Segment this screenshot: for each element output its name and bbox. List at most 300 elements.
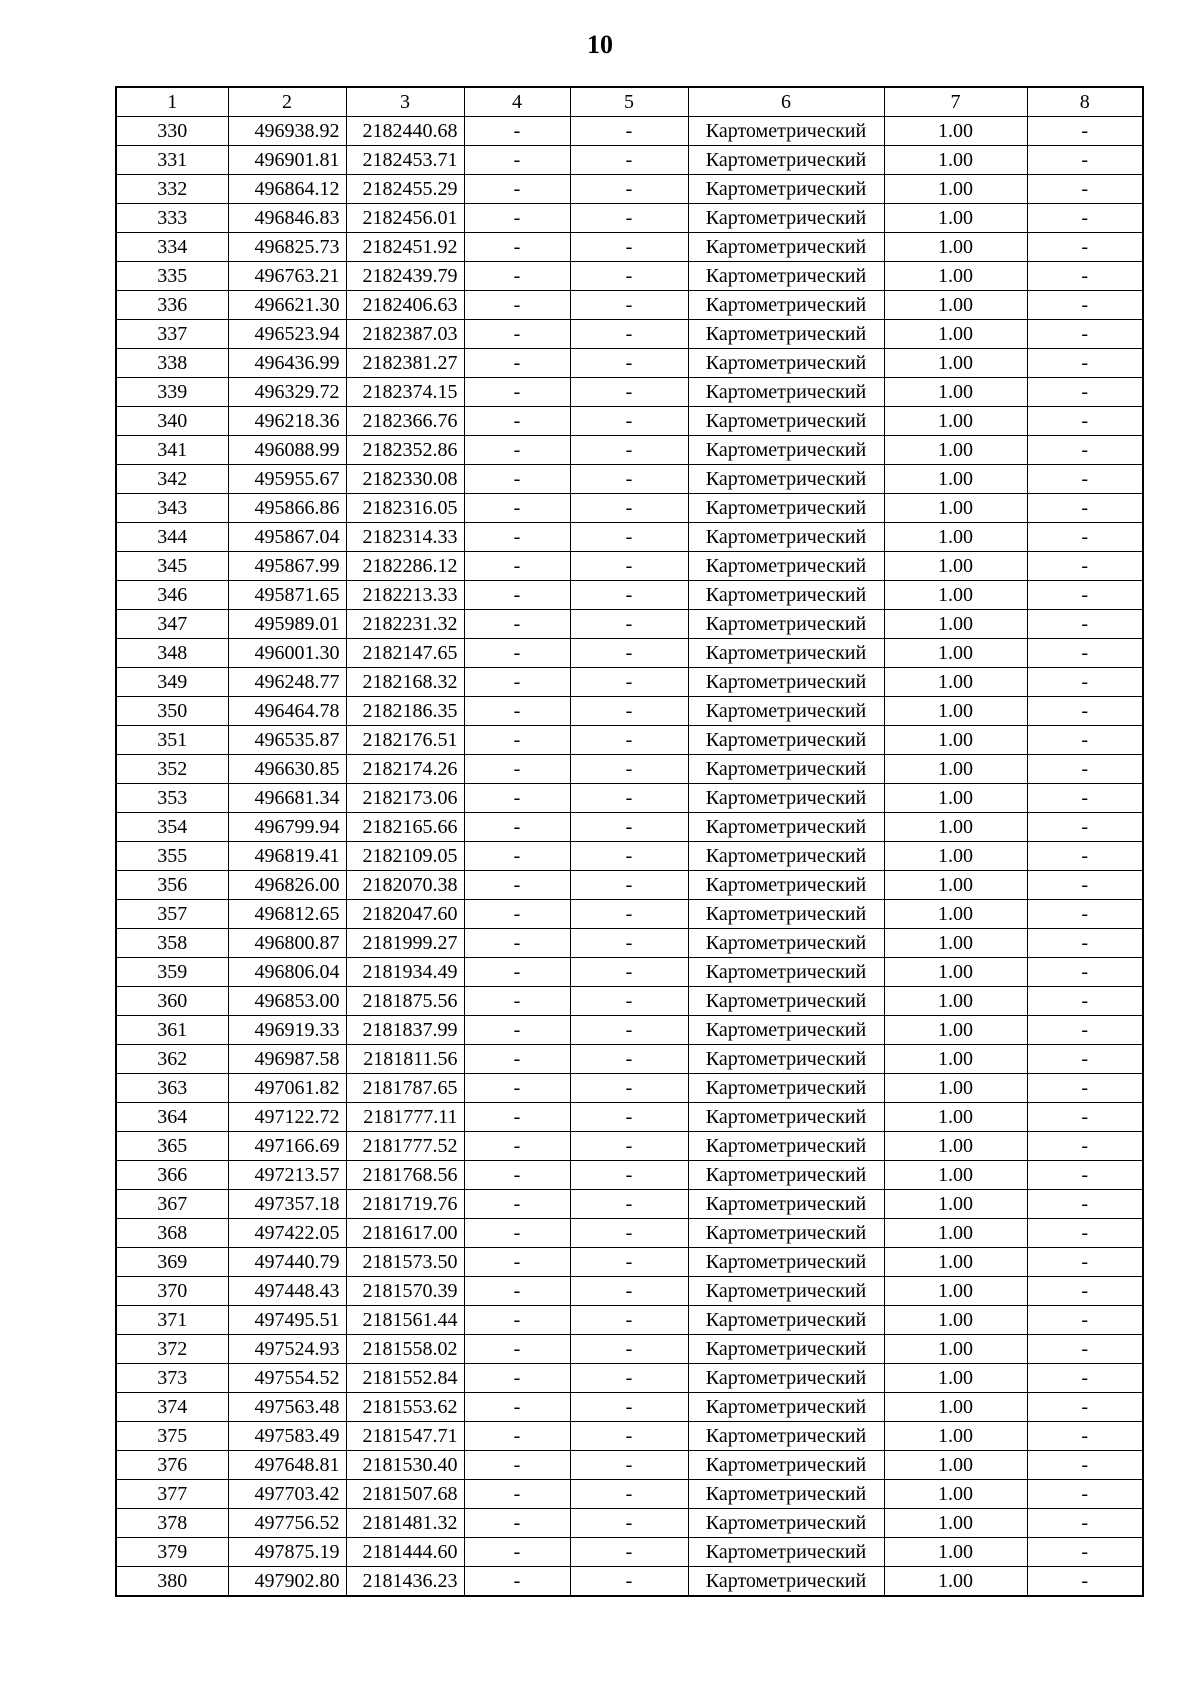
column-5-cell: -: [570, 465, 688, 494]
point-number-cell: 378: [116, 1509, 228, 1538]
x-coordinate-cell: 496901.81: [228, 146, 346, 175]
column-4-cell: -: [464, 1335, 570, 1364]
column-8-cell: -: [1027, 813, 1143, 842]
x-coordinate-cell: 496825.73: [228, 233, 346, 262]
point-number-cell: 361: [116, 1016, 228, 1045]
column-4-cell: -: [464, 726, 570, 755]
x-coordinate-cell: 496846.83: [228, 204, 346, 233]
point-number-cell: 355: [116, 842, 228, 871]
column-5-cell: -: [570, 755, 688, 784]
point-number-cell: 348: [116, 639, 228, 668]
point-number-cell: 338: [116, 349, 228, 378]
column-5-cell: -: [570, 987, 688, 1016]
point-number-cell: 331: [116, 146, 228, 175]
point-number-cell: 335: [116, 262, 228, 291]
table-row: [116, 1277, 1143, 1306]
x-coordinate-cell: 497648.81: [228, 1451, 346, 1480]
accuracy-cell: 1.00: [884, 581, 1027, 610]
accuracy-cell: 1.00: [884, 1567, 1027, 1597]
column-5-cell: -: [570, 291, 688, 320]
method-cell: Картометрический: [688, 523, 884, 552]
column-header: 4: [464, 87, 570, 117]
column-header: 3: [346, 87, 464, 117]
column-5-cell: -: [570, 436, 688, 465]
table-row: [116, 1103, 1143, 1132]
column-5-cell: -: [570, 1016, 688, 1045]
method-cell: Картометрический: [688, 1335, 884, 1364]
y-coordinate-cell: 2181481.32: [346, 1509, 464, 1538]
column-5-cell: -: [570, 1393, 688, 1422]
point-number-cell: 336: [116, 291, 228, 320]
column-header: 7: [884, 87, 1027, 117]
x-coordinate-cell: 496523.94: [228, 320, 346, 349]
column-8-cell: -: [1027, 494, 1143, 523]
x-coordinate-cell: 497122.72: [228, 1103, 346, 1132]
point-number-cell: 369: [116, 1248, 228, 1277]
column-5-cell: -: [570, 1335, 688, 1364]
y-coordinate-cell: 2182439.79: [346, 262, 464, 291]
method-cell: Картометрический: [688, 349, 884, 378]
column-4-cell: -: [464, 813, 570, 842]
accuracy-cell: 1.00: [884, 900, 1027, 929]
point-number-cell: 345: [116, 552, 228, 581]
y-coordinate-cell: 2181530.40: [346, 1451, 464, 1480]
x-coordinate-cell: 496464.78: [228, 697, 346, 726]
column-4-cell: -: [464, 929, 570, 958]
method-cell: Картометрический: [688, 494, 884, 523]
accuracy-cell: 1.00: [884, 1248, 1027, 1277]
table-body: [116, 117, 1143, 1597]
column-4-cell: -: [464, 697, 570, 726]
column-4-cell: -: [464, 987, 570, 1016]
column-8-cell: -: [1027, 146, 1143, 175]
y-coordinate-cell: 2182406.63: [346, 291, 464, 320]
column-8-cell: -: [1027, 1248, 1143, 1277]
accuracy-cell: 1.00: [884, 262, 1027, 291]
column-5-cell: -: [570, 1306, 688, 1335]
x-coordinate-cell: 497166.69: [228, 1132, 346, 1161]
method-cell: Картометрический: [688, 1538, 884, 1567]
column-4-cell: -: [464, 1451, 570, 1480]
x-coordinate-cell: 495867.04: [228, 523, 346, 552]
column-8-cell: -: [1027, 1074, 1143, 1103]
point-number-cell: 370: [116, 1277, 228, 1306]
table-row: [116, 726, 1143, 755]
x-coordinate-cell: 495871.65: [228, 581, 346, 610]
x-coordinate-cell: 496621.30: [228, 291, 346, 320]
method-cell: Картометрический: [688, 1045, 884, 1074]
x-coordinate-cell: 496218.36: [228, 407, 346, 436]
table-header-row: [116, 87, 1143, 117]
table-row: [116, 755, 1143, 784]
column-4-cell: -: [464, 1016, 570, 1045]
point-number-cell: 339: [116, 378, 228, 407]
y-coordinate-cell: 2182174.26: [346, 755, 464, 784]
y-coordinate-cell: 2182286.12: [346, 552, 464, 581]
point-number-cell: 350: [116, 697, 228, 726]
x-coordinate-cell: 496329.72: [228, 378, 346, 407]
method-cell: Картометрический: [688, 436, 884, 465]
page-number: 10: [587, 30, 613, 59]
y-coordinate-cell: 2181617.00: [346, 1219, 464, 1248]
column-4-cell: -: [464, 784, 570, 813]
y-coordinate-cell: 2181837.99: [346, 1016, 464, 1045]
column-4-cell: -: [464, 1277, 570, 1306]
x-coordinate-cell: 496819.41: [228, 842, 346, 871]
point-number-cell: 352: [116, 755, 228, 784]
method-cell: Картометрический: [688, 1306, 884, 1335]
table-row: [116, 146, 1143, 175]
method-cell: Картометрический: [688, 639, 884, 668]
accuracy-cell: 1.00: [884, 755, 1027, 784]
column-4-cell: -: [464, 349, 570, 378]
table-row: [116, 552, 1143, 581]
column-5-cell: -: [570, 1190, 688, 1219]
method-cell: Картометрический: [688, 465, 884, 494]
accuracy-cell: 1.00: [884, 233, 1027, 262]
accuracy-cell: 1.00: [884, 320, 1027, 349]
y-coordinate-cell: 2182165.66: [346, 813, 464, 842]
column-8-cell: -: [1027, 1016, 1143, 1045]
column-5-cell: -: [570, 1219, 688, 1248]
method-cell: Картометрический: [688, 1393, 884, 1422]
column-4-cell: -: [464, 1567, 570, 1597]
column-8-cell: -: [1027, 726, 1143, 755]
column-header: 1: [116, 87, 228, 117]
column-4-cell: -: [464, 233, 570, 262]
table-row: [116, 697, 1143, 726]
accuracy-cell: 1.00: [884, 1480, 1027, 1509]
y-coordinate-cell: 2182451.92: [346, 233, 464, 262]
column-header: 2: [228, 87, 346, 117]
column-5-cell: -: [570, 668, 688, 697]
table-row: [116, 842, 1143, 871]
column-5-cell: -: [570, 726, 688, 755]
method-cell: Картометрический: [688, 755, 884, 784]
column-5-cell: -: [570, 1161, 688, 1190]
accuracy-cell: 1.00: [884, 929, 1027, 958]
column-8-cell: -: [1027, 987, 1143, 1016]
method-cell: Картометрический: [688, 1364, 884, 1393]
method-cell: Картометрический: [688, 320, 884, 349]
method-cell: Картометрический: [688, 1451, 884, 1480]
column-8-cell: -: [1027, 639, 1143, 668]
x-coordinate-cell: 496799.94: [228, 813, 346, 842]
x-coordinate-cell: 496001.30: [228, 639, 346, 668]
accuracy-cell: 1.00: [884, 523, 1027, 552]
column-5-cell: -: [570, 175, 688, 204]
point-number-cell: 359: [116, 958, 228, 987]
y-coordinate-cell: 2182387.03: [346, 320, 464, 349]
table-row: [116, 1364, 1143, 1393]
y-coordinate-cell: 2182186.35: [346, 697, 464, 726]
y-coordinate-cell: 2181768.56: [346, 1161, 464, 1190]
table-row: [116, 610, 1143, 639]
y-coordinate-cell: 2182366.76: [346, 407, 464, 436]
table-row: [116, 581, 1143, 610]
x-coordinate-cell: 497875.19: [228, 1538, 346, 1567]
y-coordinate-cell: 2182456.01: [346, 204, 464, 233]
method-cell: Картометрический: [688, 813, 884, 842]
method-cell: Картометрический: [688, 175, 884, 204]
column-5-cell: -: [570, 204, 688, 233]
y-coordinate-cell: 2182213.33: [346, 581, 464, 610]
accuracy-cell: 1.00: [884, 1422, 1027, 1451]
table-row: [116, 871, 1143, 900]
x-coordinate-cell: 496630.85: [228, 755, 346, 784]
column-8-cell: -: [1027, 1277, 1143, 1306]
point-number-cell: 332: [116, 175, 228, 204]
column-4-cell: -: [464, 1364, 570, 1393]
accuracy-cell: 1.00: [884, 1364, 1027, 1393]
column-8-cell: -: [1027, 407, 1143, 436]
method-cell: Картометрический: [688, 1074, 884, 1103]
point-number-cell: 362: [116, 1045, 228, 1074]
y-coordinate-cell: 2182109.05: [346, 842, 464, 871]
coordinates-table: [115, 86, 1144, 1597]
x-coordinate-cell: 496853.00: [228, 987, 346, 1016]
x-coordinate-cell: 495866.86: [228, 494, 346, 523]
method-cell: Картометрический: [688, 871, 884, 900]
table-row: [116, 929, 1143, 958]
accuracy-cell: 1.00: [884, 175, 1027, 204]
y-coordinate-cell: 2182231.32: [346, 610, 464, 639]
accuracy-cell: 1.00: [884, 204, 1027, 233]
x-coordinate-cell: 496436.99: [228, 349, 346, 378]
accuracy-cell: 1.00: [884, 465, 1027, 494]
column-8-cell: -: [1027, 1422, 1143, 1451]
column-4-cell: -: [464, 1509, 570, 1538]
x-coordinate-cell: 497422.05: [228, 1219, 346, 1248]
table-row: [116, 1219, 1143, 1248]
column-5-cell: -: [570, 1538, 688, 1567]
column-8-cell: -: [1027, 320, 1143, 349]
column-5-cell: -: [570, 697, 688, 726]
column-8-cell: -: [1027, 1045, 1143, 1074]
column-4-cell: -: [464, 1132, 570, 1161]
y-coordinate-cell: 2181444.60: [346, 1538, 464, 1567]
accuracy-cell: 1.00: [884, 1045, 1027, 1074]
column-8-cell: -: [1027, 552, 1143, 581]
point-number-cell: 356: [116, 871, 228, 900]
point-number-cell: 377: [116, 1480, 228, 1509]
y-coordinate-cell: 2182330.08: [346, 465, 464, 494]
column-5-cell: -: [570, 1277, 688, 1306]
column-4-cell: -: [464, 1393, 570, 1422]
column-8-cell: -: [1027, 1364, 1143, 1393]
x-coordinate-cell: 496248.77: [228, 668, 346, 697]
x-coordinate-cell: 497495.51: [228, 1306, 346, 1335]
column-8-cell: -: [1027, 465, 1143, 494]
accuracy-cell: 1.00: [884, 1509, 1027, 1538]
x-coordinate-cell: 496535.87: [228, 726, 346, 755]
accuracy-cell: 1.00: [884, 436, 1027, 465]
y-coordinate-cell: 2182453.71: [346, 146, 464, 175]
accuracy-cell: 1.00: [884, 146, 1027, 175]
column-4-cell: -: [464, 523, 570, 552]
table-row: [116, 1538, 1143, 1567]
column-8-cell: -: [1027, 1306, 1143, 1335]
column-5-cell: -: [570, 262, 688, 291]
point-number-cell: 334: [116, 233, 228, 262]
column-4-cell: -: [464, 436, 570, 465]
table-row: [116, 1248, 1143, 1277]
column-5-cell: -: [570, 929, 688, 958]
column-8-cell: -: [1027, 233, 1143, 262]
y-coordinate-cell: 2182314.33: [346, 523, 464, 552]
column-header: 6: [688, 87, 884, 117]
method-cell: Картометрический: [688, 1480, 884, 1509]
method-cell: Картометрический: [688, 1509, 884, 1538]
column-8-cell: -: [1027, 117, 1143, 146]
x-coordinate-cell: 497213.57: [228, 1161, 346, 1190]
column-4-cell: -: [464, 1248, 570, 1277]
column-8-cell: -: [1027, 958, 1143, 987]
column-8-cell: -: [1027, 1393, 1143, 1422]
column-5-cell: -: [570, 639, 688, 668]
column-8-cell: -: [1027, 1161, 1143, 1190]
point-number-cell: 372: [116, 1335, 228, 1364]
method-cell: Картометрический: [688, 552, 884, 581]
column-5-cell: -: [570, 1422, 688, 1451]
point-number-cell: 349: [116, 668, 228, 697]
x-coordinate-cell: 496763.21: [228, 262, 346, 291]
y-coordinate-cell: 2181573.50: [346, 1248, 464, 1277]
table-row: [116, 1190, 1143, 1219]
table-row: [116, 813, 1143, 842]
point-number-cell: 363: [116, 1074, 228, 1103]
point-number-cell: 346: [116, 581, 228, 610]
column-5-cell: -: [570, 494, 688, 523]
method-cell: Картометрический: [688, 378, 884, 407]
column-8-cell: -: [1027, 697, 1143, 726]
table-row: [116, 436, 1143, 465]
method-cell: Картометрический: [688, 1248, 884, 1277]
accuracy-cell: 1.00: [884, 871, 1027, 900]
column-5-cell: -: [570, 407, 688, 436]
accuracy-cell: 1.00: [884, 378, 1027, 407]
point-number-cell: 351: [116, 726, 228, 755]
method-cell: Картометрический: [688, 291, 884, 320]
column-5-cell: -: [570, 1074, 688, 1103]
column-5-cell: -: [570, 320, 688, 349]
y-coordinate-cell: 2182374.15: [346, 378, 464, 407]
column-8-cell: -: [1027, 175, 1143, 204]
x-coordinate-cell: 496987.58: [228, 1045, 346, 1074]
x-coordinate-cell: 497563.48: [228, 1393, 346, 1422]
column-8-cell: -: [1027, 291, 1143, 320]
accuracy-cell: 1.00: [884, 1451, 1027, 1480]
method-cell: Картометрический: [688, 900, 884, 929]
point-number-cell: 353: [116, 784, 228, 813]
column-4-cell: -: [464, 262, 570, 291]
accuracy-cell: 1.00: [884, 668, 1027, 697]
column-8-cell: -: [1027, 1132, 1143, 1161]
table-row: [116, 465, 1143, 494]
x-coordinate-cell: 496800.87: [228, 929, 346, 958]
y-coordinate-cell: 2182381.27: [346, 349, 464, 378]
column-5-cell: -: [570, 610, 688, 639]
table-row: [116, 494, 1143, 523]
method-cell: Картометрический: [688, 1016, 884, 1045]
column-8-cell: -: [1027, 1538, 1143, 1567]
table-row: [116, 1306, 1143, 1335]
column-4-cell: -: [464, 610, 570, 639]
x-coordinate-cell: 497061.82: [228, 1074, 346, 1103]
accuracy-cell: 1.00: [884, 494, 1027, 523]
y-coordinate-cell: 2181547.71: [346, 1422, 464, 1451]
method-cell: Картометрический: [688, 262, 884, 291]
accuracy-cell: 1.00: [884, 1161, 1027, 1190]
column-4-cell: -: [464, 842, 570, 871]
table-row: [116, 175, 1143, 204]
column-8-cell: -: [1027, 204, 1143, 233]
column-4-cell: -: [464, 1074, 570, 1103]
table-row: [116, 668, 1143, 697]
table-row: [116, 262, 1143, 291]
y-coordinate-cell: 2181507.68: [346, 1480, 464, 1509]
column-5-cell: -: [570, 146, 688, 175]
column-5-cell: -: [570, 842, 688, 871]
column-4-cell: -: [464, 552, 570, 581]
column-5-cell: -: [570, 349, 688, 378]
column-8-cell: -: [1027, 581, 1143, 610]
accuracy-cell: 1.00: [884, 1538, 1027, 1567]
column-8-cell: -: [1027, 1335, 1143, 1364]
y-coordinate-cell: 2181999.27: [346, 929, 464, 958]
table-row: [116, 1161, 1143, 1190]
point-number-cell: 333: [116, 204, 228, 233]
table-row: [116, 900, 1143, 929]
column-8-cell: -: [1027, 436, 1143, 465]
table-row: [116, 320, 1143, 349]
table-row: [116, 1132, 1143, 1161]
method-cell: Картометрический: [688, 784, 884, 813]
column-4-cell: -: [464, 1161, 570, 1190]
point-number-cell: 380: [116, 1567, 228, 1597]
column-4-cell: -: [464, 320, 570, 349]
x-coordinate-cell: 495989.01: [228, 610, 346, 639]
x-coordinate-cell: 496826.00: [228, 871, 346, 900]
column-8-cell: -: [1027, 1219, 1143, 1248]
column-4-cell: -: [464, 871, 570, 900]
y-coordinate-cell: 2181552.84: [346, 1364, 464, 1393]
accuracy-cell: 1.00: [884, 639, 1027, 668]
column-4-cell: -: [464, 1045, 570, 1074]
column-4-cell: -: [464, 204, 570, 233]
column-8-cell: -: [1027, 378, 1143, 407]
table-row: [116, 987, 1143, 1016]
method-cell: Картометрический: [688, 117, 884, 146]
point-number-cell: 343: [116, 494, 228, 523]
accuracy-cell: 1.00: [884, 726, 1027, 755]
column-5-cell: -: [570, 813, 688, 842]
accuracy-cell: 1.00: [884, 1393, 1027, 1422]
accuracy-cell: 1.00: [884, 987, 1027, 1016]
method-cell: Картометрический: [688, 204, 884, 233]
point-number-cell: 371: [116, 1306, 228, 1335]
accuracy-cell: 1.00: [884, 407, 1027, 436]
method-cell: Картометрический: [688, 581, 884, 610]
method-cell: Картометрический: [688, 1277, 884, 1306]
point-number-cell: 357: [116, 900, 228, 929]
method-cell: Картометрический: [688, 233, 884, 262]
x-coordinate-cell: 497524.93: [228, 1335, 346, 1364]
method-cell: Картометрический: [688, 1567, 884, 1597]
y-coordinate-cell: 2181875.56: [346, 987, 464, 1016]
accuracy-cell: 1.00: [884, 1074, 1027, 1103]
column-8-cell: -: [1027, 1480, 1143, 1509]
